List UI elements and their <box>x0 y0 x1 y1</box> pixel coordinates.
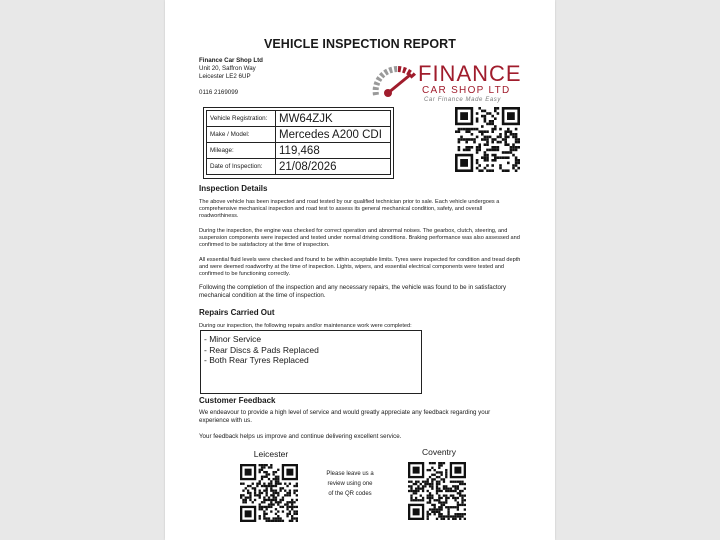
list-item: - Rear Discs & Pads Replaced <box>204 345 421 356</box>
feedback-heading: Customer Feedback <box>199 396 276 405</box>
repairs-box <box>200 330 422 394</box>
company-address-line1: Unit 20, Saffron Way <box>199 65 256 72</box>
inspection-paragraph-1: The above vehicle has been inspected and road tested by our qualified technician prior to sale. Each vehicle undergoes a comprehensive mechanical inspection and road test to assess its general mechanical condition, safety, and overall roadworthiness. <box>199 199 500 219</box>
feedback-paragraph-1: We endeavour to provide a high level of service and would greatly appreciate any feedback regarding your experience with us. <box>199 409 491 424</box>
list-item: - Minor Service <box>204 334 421 345</box>
repairs-heading: Repairs Carried Out <box>199 308 275 317</box>
company-phone: 0116 2169099 <box>199 89 239 96</box>
repairs-list <box>204 334 421 366</box>
inspection-date-value: 21/08/2026 <box>276 159 391 175</box>
review-prompt-line1: Please leave us a <box>326 471 374 477</box>
inspection-date-label: Date of Inspection: <box>207 159 276 175</box>
company-name: Finance Car Shop Ltd <box>199 57 263 64</box>
inspection-paragraph-3: All essential fluid levels were checked and found to be within acceptable limits. Tyres were inspected for condition and tread depth and were deemed roadworthy at the time of inspection. Lights, wipers, and essential electrical components were tested and confirmed to be functioning correctly. <box>199 257 521 277</box>
review-prompt-line2: review using one <box>327 481 373 487</box>
inspection-paragraph-2: During the inspection, the engine was checked for correct operation and abnormal noises. The gearbox, clutch, steering, and suspension components were inspected and tested under normal driving conditions. Braking performance was also assessed and confirmed to be satisfactory at the time of inspection. <box>199 228 520 248</box>
company-details <box>199 57 263 97</box>
qr-code-icon[interactable] <box>455 107 520 172</box>
coventry-qr-code-icon[interactable] <box>408 462 466 520</box>
coventry-label: Coventry <box>421 447 456 457</box>
mileage-value: 119,468 <box>276 143 391 159</box>
vehicle-registration-label: Vehicle Registration: <box>207 111 276 127</box>
table-row <box>207 111 391 127</box>
logo-word: FINANCE <box>418 61 522 86</box>
vehicle-table <box>206 110 391 175</box>
company-address-line2: Leicester LE2 6UP <box>199 73 251 80</box>
mileage-label: Mileage: <box>207 143 276 159</box>
review-prompt <box>319 469 381 499</box>
logo-tagline: Car Finance Made Easy <box>424 97 501 103</box>
make-model-value: Mercedes A200 CDI <box>276 127 391 143</box>
make-model-label: Make / Model: <box>207 127 276 143</box>
speedometer-icon <box>376 69 414 97</box>
leicester-label: Leicester <box>253 449 289 459</box>
repairs-intro: During our inspection, the following repairs and/or maintenance work were completed: <box>199 323 412 329</box>
logo-sub: CAR SHOP LTD <box>422 85 511 96</box>
company-logo <box>368 57 530 103</box>
inspection-heading: Inspection Details <box>199 184 268 193</box>
table-row <box>207 143 391 159</box>
report-title: VEHICLE INSPECTION REPORT <box>263 37 457 51</box>
leicester-qr-code-icon[interactable] <box>240 464 298 522</box>
list-item: - Both Rear Tyres Replaced <box>204 355 421 366</box>
feedback-paragraph-2: Your feedback helps us improve and continue delivering excellent service. <box>199 433 402 440</box>
report-page <box>165 0 555 540</box>
review-prompt-line3: of the QR codes <box>328 491 372 497</box>
table-row <box>207 127 391 143</box>
inspection-paragraph-4: Following the completion of the inspection and any necessary repairs, the vehicle was found to be in satisfactory mechanical condition at the time of inspection. <box>199 284 507 299</box>
table-row <box>207 159 391 175</box>
vehicle-registration-value: MW64ZJK <box>276 111 391 127</box>
